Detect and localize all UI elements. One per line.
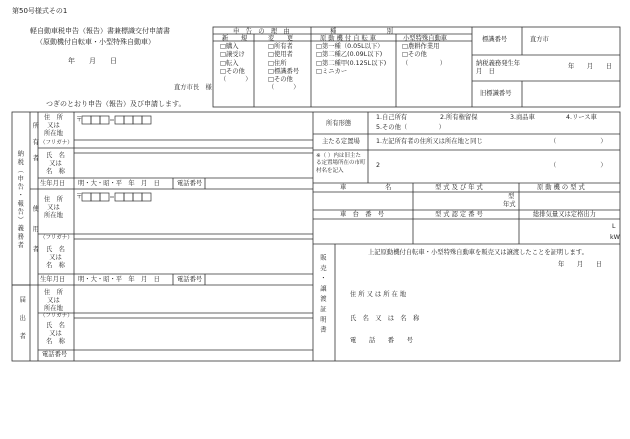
cert-date[interactable]: 年 月 日: [558, 261, 603, 268]
option-motorbike-2[interactable]: □第二種甲(0.125L以下): [316, 59, 387, 67]
owner-phone-label: 電話番号: [177, 180, 203, 187]
submission-date[interactable]: 年 月 日: [68, 57, 117, 65]
option-change-2[interactable]: □住所: [268, 59, 287, 67]
addressee: 直方市長 様: [174, 84, 212, 91]
option-motorbike-1[interactable]: □第二種乙(0.09L以下): [316, 51, 383, 59]
form-title: 軽自動車税申告（報告）書兼標識交付申請書: [30, 27, 170, 35]
owner-furigana-label: （フリガナ）: [40, 140, 73, 146]
reporter-label: 届出者: [18, 296, 26, 351]
taxpayer-section-label: 納税（申告・報告）義務者: [16, 150, 24, 250]
reporter-name-label: 氏 名 又は 名 称: [46, 322, 65, 345]
kind-header: 種 別: [330, 28, 393, 35]
cert-name-label: 氏 名 又 は 名 称: [350, 315, 420, 322]
user-phone-label: 電話番号: [177, 276, 203, 283]
model-year-header: 型 式 及 び 年 式: [435, 184, 483, 191]
option-change-0[interactable]: □所有者: [268, 43, 293, 50]
owner-name-label: 氏 名 又は 名 称: [46, 152, 65, 175]
storage-opt2[interactable]: 2: [376, 162, 381, 169]
storage-paren1: （ ）: [550, 138, 607, 145]
option-new-1[interactable]: □譲受け: [220, 51, 245, 59]
tax-liability-date[interactable]: 年 月 日: [568, 63, 613, 70]
option-new-4[interactable]: （ ）: [220, 76, 252, 84]
ownership-label: 所有形態: [326, 120, 352, 127]
displacement-header: 総排気量又は定格出力: [533, 211, 596, 218]
cert-address-label: 住 所 又 は 所 在 地: [350, 291, 407, 298]
ownership-opt3[interactable]: 3.商品車: [510, 114, 535, 121]
option-small-special-1[interactable]: □その他: [402, 51, 427, 59]
motorbike-header: 原 動 機 付 自 転 車: [320, 35, 377, 42]
user-label: 使用者: [31, 205, 39, 266]
option-change-5[interactable]: （ ）: [268, 84, 300, 92]
vehicle-car-label: 車: [340, 184, 347, 191]
tax-liability-date-label: 納税義務発生年 月 日: [476, 60, 527, 76]
owner-birth-label: 生年月日: [40, 180, 66, 187]
form-subtitle: （原動機付自転車・小型特殊自動車）: [36, 38, 155, 46]
vehicle-name-label: 名: [385, 184, 392, 191]
option-motorbike-3[interactable]: □ミニカー: [316, 67, 348, 75]
options-change: [268, 44, 299, 94]
option-new-3[interactable]: □その他: [220, 67, 245, 75]
options-small-special: [402, 44, 446, 69]
option-small-special-0[interactable]: □農耕作業用: [402, 43, 440, 50]
user-birth-era[interactable]: 明・大・昭・平 年 月 日: [78, 276, 160, 283]
option-small-special-2[interactable]: （ ）: [402, 59, 447, 67]
user-birth-label: 生年月日: [40, 276, 66, 283]
option-motorbike-0[interactable]: □第一種（0.05L以下）: [316, 43, 384, 50]
model-mark: 型: [508, 193, 515, 200]
cert-phone-label: 電 話 番 号: [350, 337, 413, 344]
ownership-opt5[interactable]: 5.その他（ ）: [376, 124, 445, 131]
user-address-label: 住 所 又は 所在地: [44, 196, 63, 219]
reporter-phone-label: 電話番号: [42, 351, 68, 358]
storage-note: ※（ ）内は旧主たる定置場所在の市町村名を記入: [316, 153, 366, 174]
ownership-opt1[interactable]: 1.自己所有: [376, 114, 408, 121]
new-header: 新 規: [222, 35, 248, 42]
option-change-1[interactable]: □使用者: [268, 51, 293, 59]
small-special-header: 小型特殊自動車: [403, 35, 448, 42]
storage-opt1[interactable]: 1.左記所有者の住所又は所在地と同じ: [376, 138, 483, 145]
option-new-2[interactable]: □転入: [220, 59, 239, 67]
chassis-header: 車 台 番 号: [340, 211, 385, 218]
unit-l: L: [612, 223, 616, 230]
options-new: [220, 44, 251, 85]
ownership-opt2[interactable]: 2.所有権留保: [440, 114, 478, 121]
options-motorbike: [316, 44, 386, 77]
user-postal-mark: 〒: [76, 193, 83, 200]
engine-model-header: 原 動 機 の 型 式: [537, 184, 585, 191]
change-header: 変 更: [268, 35, 294, 42]
old-plate-label: 旧標識番号: [480, 90, 512, 97]
owner-birth-era[interactable]: 明・大・昭・平 年 月 日: [78, 180, 160, 187]
plate-city: 直方市: [530, 36, 549, 43]
option-new-0[interactable]: □購入: [220, 43, 239, 50]
ownership-opt4[interactable]: 4.リース車: [566, 114, 597, 121]
owner-postal-mark: 〒: [76, 116, 83, 123]
reporter-furigana-label: （フリガナ）: [40, 313, 73, 319]
owner-address-label: 住 所 又は 所在地: [44, 114, 63, 137]
user-name-label: 氏 名 又は 名 称: [46, 246, 65, 269]
postal-boxes: [82, 116, 151, 201]
owner-label: 所有者: [31, 122, 39, 171]
type-approval-header: 型 式 認 定 番 号: [435, 211, 483, 218]
option-change-3[interactable]: □標識番号: [268, 67, 300, 75]
unit-kw: kW: [610, 234, 620, 241]
option-change-4[interactable]: □その他: [268, 76, 293, 84]
storage-paren2: （ ）: [550, 162, 607, 169]
cert-statement: 上記原動機付自転車・小型特殊自動車を販売又は譲渡したことを証明します。: [368, 249, 588, 256]
reporter-address-label: 住 所 又は 所在地: [44, 289, 63, 312]
plate-no-label: 標識番号: [482, 36, 508, 43]
intro-text: つぎのとおり申告（報告）及び申請します。: [46, 100, 186, 108]
sales-cert-side-label: 販売・譲渡証明書: [318, 254, 326, 337]
form-number: 第50号様式その1: [12, 7, 68, 15]
storage-label: 主たる定置場: [322, 138, 360, 145]
user-furigana-label: （フリガナ）: [40, 235, 73, 241]
reason-header: 申 告 の 理 由: [233, 28, 290, 35]
year-mark: 年式: [503, 201, 516, 208]
